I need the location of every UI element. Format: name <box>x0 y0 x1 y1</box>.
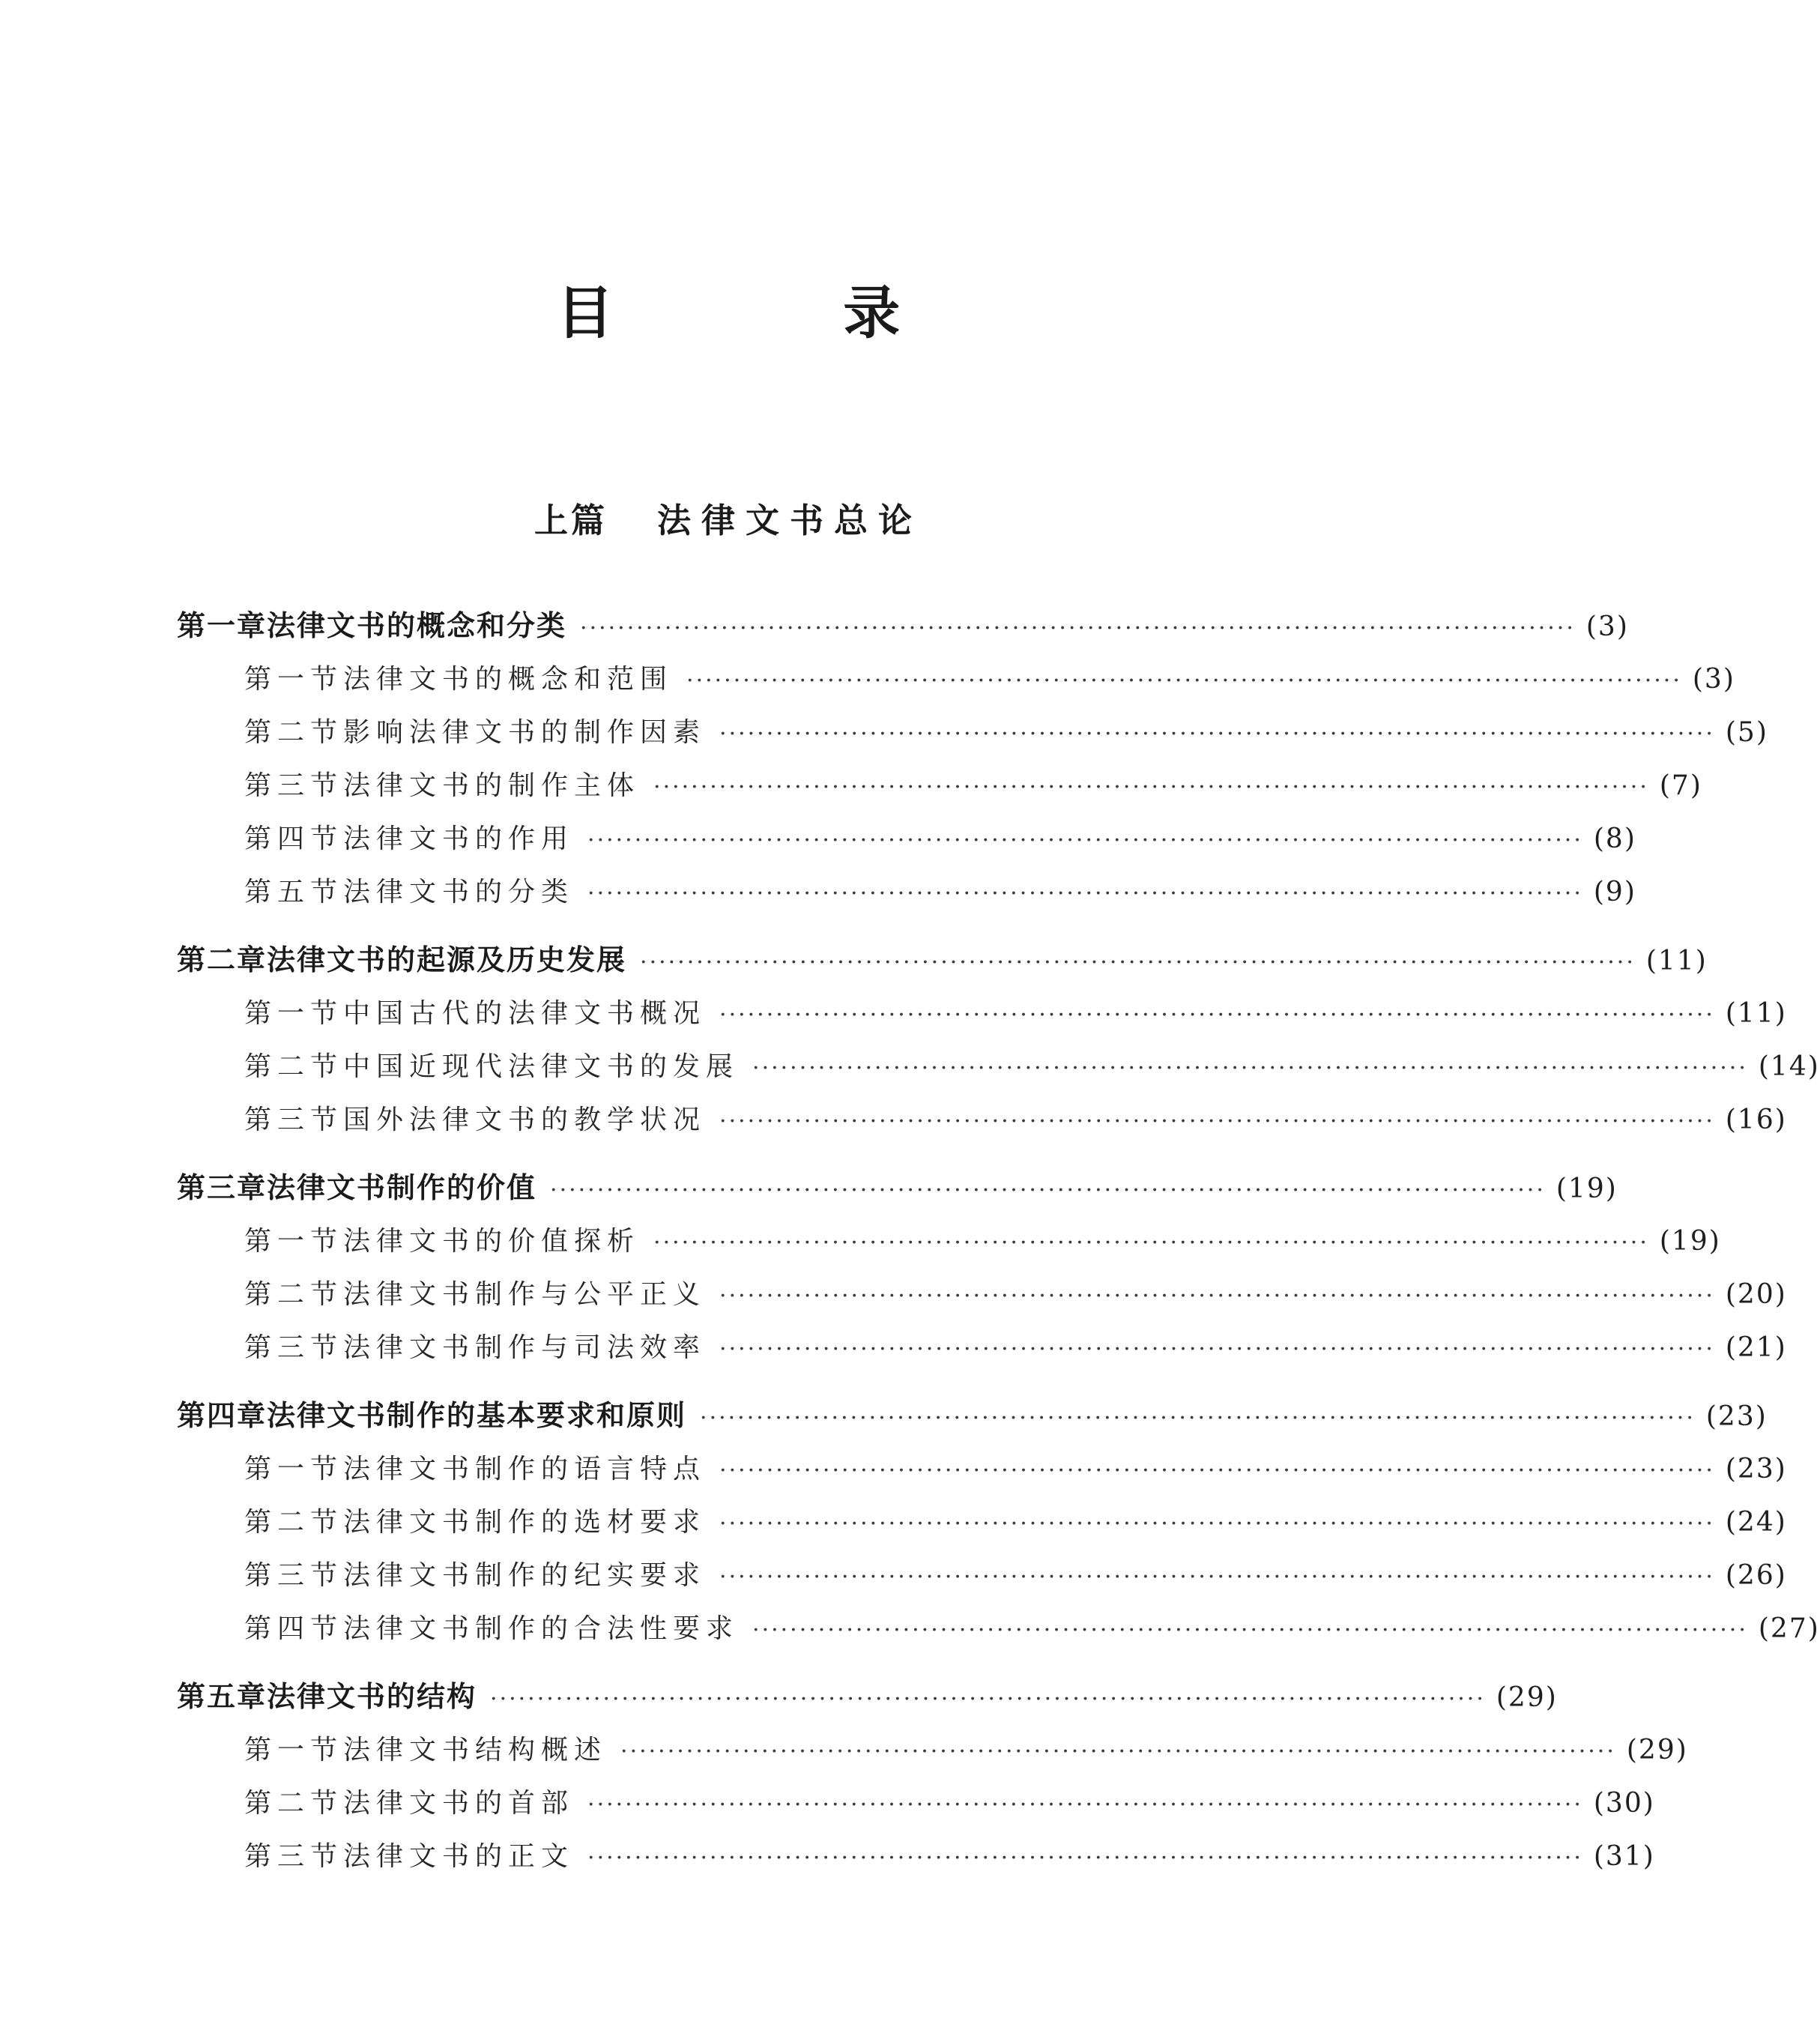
page-number: (19) <box>1556 1173 1618 1204</box>
chapter-4 <box>177 1389 1820 1655</box>
chapter-row[interactable] <box>177 1389 1768 1442</box>
section-row[interactable] <box>177 865 1636 919</box>
dot-leader: ·········································································································· <box>719 1108 1715 1135</box>
section-row[interactable] <box>177 1442 1787 1496</box>
section-title: 法律文书的分类 <box>343 877 575 907</box>
dot-leader: ·········································································································· <box>640 949 1636 976</box>
chapter-3 <box>177 1161 1787 1374</box>
dot-leader: ·········································································································· <box>587 1792 1583 1818</box>
page-number: (24) <box>1725 1507 1787 1538</box>
chapter-title: 法律文书制作的价值 <box>267 1171 537 1204</box>
dot-leader: ·········································································································· <box>719 1511 1715 1537</box>
dot-leader: ·········································································································· <box>719 1564 1715 1590</box>
dot-leader: ·········································································································· <box>587 827 1583 854</box>
dot-leader: ·········································································································· <box>719 1002 1715 1028</box>
chapter-row[interactable] <box>177 599 1629 653</box>
chapter-row[interactable] <box>177 934 1708 987</box>
dot-leader: ·········································································································· <box>752 1617 1748 1643</box>
section-row[interactable] <box>177 1830 1655 1883</box>
section-row[interactable] <box>177 812 1636 865</box>
section-number: 第一节 <box>244 1226 344 1257</box>
dot-leader: ·········································································································· <box>490 1686 1486 1712</box>
section-title: 法律文书的概念和范围 <box>343 664 674 695</box>
section-row[interactable] <box>177 1268 1787 1321</box>
page-number: (11) <box>1725 998 1787 1029</box>
dot-leader: ·········································································································· <box>587 880 1583 907</box>
section-title: 法律文书的价值探析 <box>343 1226 641 1257</box>
section-title: 法律文书结构概述 <box>343 1735 608 1765</box>
section-row[interactable] <box>177 1602 1820 1655</box>
page-number: (31) <box>1593 1841 1655 1872</box>
dot-leader: ·········································································································· <box>700 1405 1696 1431</box>
section-number: 第四节 <box>244 1613 344 1644</box>
part-name: 法律文书总论 <box>657 501 923 540</box>
chapter-title: 法律文书的概念和分类 <box>267 609 567 642</box>
section-title: 法律文书的正文 <box>343 1841 575 1872</box>
section-number: 第三节 <box>244 1560 344 1591</box>
dot-leader: ·········································································································· <box>719 1457 1715 1484</box>
section-number: 第一节 <box>244 1735 344 1765</box>
section-title: 法律文书制作的选材要求 <box>343 1507 707 1538</box>
section-number: 第一节 <box>244 998 344 1029</box>
chapter-title: 法律文书制作的基本要求和原则 <box>267 1399 687 1432</box>
page-number: (5) <box>1725 717 1768 748</box>
dot-leader: ·········································································································· <box>686 668 1682 694</box>
section-row[interactable] <box>177 1496 1787 1549</box>
page-number: (23) <box>1705 1401 1768 1432</box>
section-row[interactable] <box>177 1215 1721 1268</box>
dot-leader: ·········································································································· <box>580 615 1576 641</box>
page-number: (21) <box>1725 1332 1787 1363</box>
section-title: 国外法律文书的教学状况 <box>343 1105 707 1135</box>
section-number: 第一节 <box>244 664 344 695</box>
dot-leader: ·········································································································· <box>719 1336 1715 1362</box>
section-row[interactable] <box>177 759 1702 812</box>
page-number: (3) <box>1692 664 1735 695</box>
section-row[interactable] <box>177 1321 1787 1374</box>
chapter-row[interactable] <box>177 1161 1618 1215</box>
page-number: (29) <box>1496 1682 1558 1713</box>
section-row[interactable] <box>177 1040 1820 1093</box>
part-title <box>0 495 1457 547</box>
section-number: 第二节 <box>244 1788 344 1819</box>
page-number: (7) <box>1659 770 1702 801</box>
section-number: 第四节 <box>244 824 344 854</box>
chapter-number: 第四章 <box>177 1399 267 1432</box>
dot-leader: ·········································································································· <box>620 1738 1616 1765</box>
section-number: 第二节 <box>244 1279 344 1310</box>
dot-leader: ·········································································································· <box>719 1283 1715 1309</box>
dot-leader: ·········································································································· <box>653 774 1649 800</box>
page-number: (8) <box>1593 824 1636 854</box>
chapter-number: 第二章 <box>177 943 267 976</box>
page-number: (23) <box>1725 1454 1787 1484</box>
page-number: (26) <box>1725 1560 1787 1591</box>
dot-leader: ·········································································································· <box>719 721 1715 747</box>
chapter-title: 法律文书的起源及历史发展 <box>267 943 627 976</box>
section-title: 法律文书制作与司法效率 <box>343 1332 707 1363</box>
chapter-number: 第一章 <box>177 609 267 642</box>
page-number: (30) <box>1593 1788 1655 1819</box>
chapter-number: 第三章 <box>177 1171 267 1204</box>
page-number: (20) <box>1725 1279 1787 1310</box>
section-number: 第二节 <box>244 1507 344 1538</box>
section-title: 法律文书制作的纪实要求 <box>343 1560 707 1591</box>
chapter-number: 第五章 <box>177 1680 267 1713</box>
section-row[interactable] <box>177 653 1735 706</box>
section-number: 第三节 <box>244 1105 344 1135</box>
section-title: 法律文书制作与公平正义 <box>343 1279 707 1310</box>
section-number: 第二节 <box>244 717 344 748</box>
section-title: 中国古代的法律文书概况 <box>343 998 707 1029</box>
section-number: 第二节 <box>244 1051 344 1082</box>
chapter-title: 法律文书的结构 <box>267 1680 477 1713</box>
chapter-row[interactable] <box>177 1670 1558 1724</box>
section-title: 法律文书的制作主体 <box>343 770 641 801</box>
section-title: 法律文书制作的合法性要求 <box>343 1613 740 1644</box>
section-number: 第一节 <box>244 1454 344 1484</box>
chapter-2 <box>177 934 1820 1147</box>
table-of-contents <box>177 599 1820 1898</box>
page-number: (16) <box>1725 1105 1787 1135</box>
section-row[interactable] <box>177 706 1768 759</box>
section-title: 影响法律文书的制作因素 <box>343 717 707 748</box>
page-number: (3) <box>1585 611 1629 642</box>
page-number: (27) <box>1758 1613 1820 1644</box>
section-row[interactable] <box>177 1093 1787 1147</box>
section-title: 中国近现代法律文书的发展 <box>343 1051 740 1082</box>
section-title: 法律文书制作的语言特点 <box>343 1454 707 1484</box>
section-row[interactable] <box>177 1549 1787 1602</box>
chapter-1 <box>177 599 1768 919</box>
section-number: 第三节 <box>244 1841 344 1872</box>
page-number: (29) <box>1626 1735 1688 1765</box>
page-number: (11) <box>1645 946 1708 976</box>
section-number: 第三节 <box>244 770 344 801</box>
section-number: 第五节 <box>244 877 344 907</box>
dot-leader: ·········································································································· <box>550 1177 1546 1203</box>
page-number: (14) <box>1758 1051 1820 1082</box>
section-row[interactable] <box>177 1724 1688 1777</box>
dot-leader: ·········································································································· <box>653 1230 1649 1256</box>
section-row[interactable] <box>177 1777 1655 1830</box>
page-number: (9) <box>1593 877 1636 907</box>
dot-leader: ·········································································································· <box>587 1845 1583 1871</box>
section-title: 法律文书的作用 <box>343 824 575 854</box>
chapter-5 <box>177 1670 1688 1883</box>
part-label: 上篇 <box>533 501 608 540</box>
section-title: 法律文书的首部 <box>343 1788 575 1819</box>
section-row[interactable] <box>177 987 1787 1040</box>
page-number: (19) <box>1659 1226 1721 1257</box>
page-title: 目 录 <box>556 280 1006 346</box>
dot-leader: ·········································································································· <box>752 1055 1748 1081</box>
section-number: 第三节 <box>244 1332 344 1363</box>
